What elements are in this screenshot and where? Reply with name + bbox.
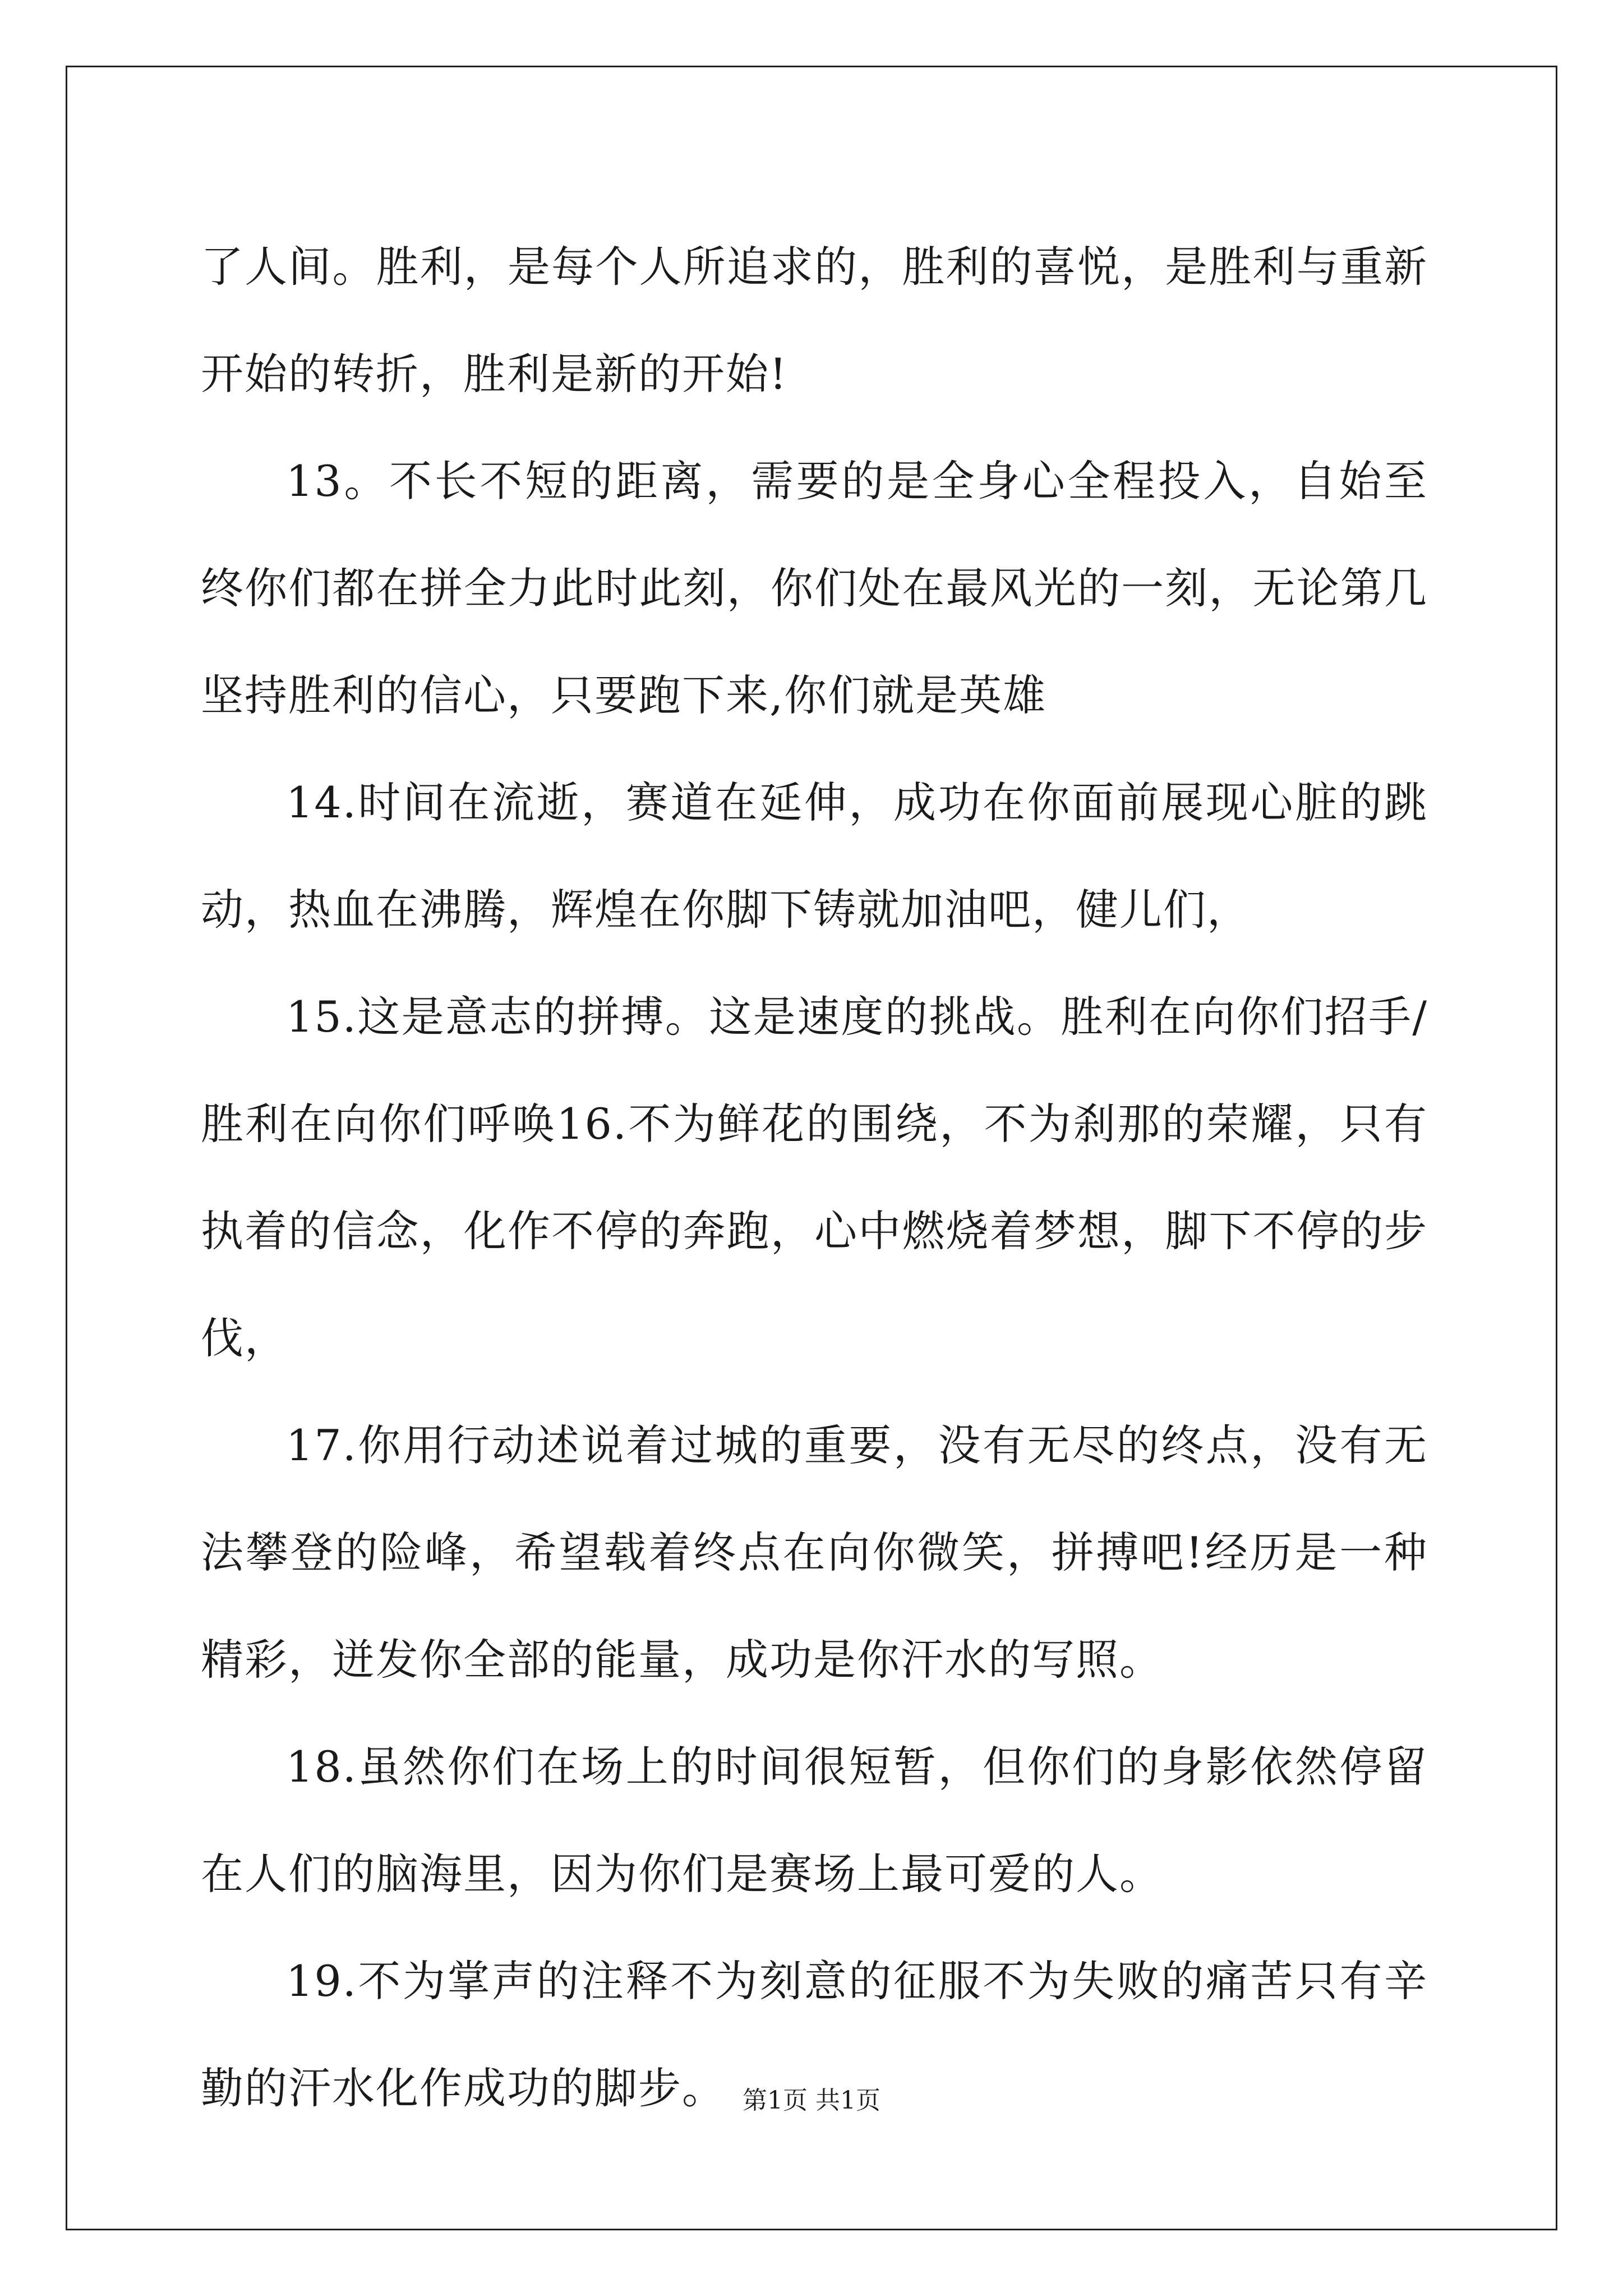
paragraph-13: 13。不长不短的距离，需要的是全身心全程投入，自始至终你们都在拼全力此时此刻，你们处在最风光的一刻，无论第几坚持胜利的信心，只要跑下来,你们就是英雄 [201,456,1428,720]
paragraph-18: 18.虽然你们在场上的时间很短暂，但你们的身影依然停留在人们的脑海里，因为你们是赛场上最可爱的人。 [201,1742,1428,1899]
paragraph-19: 19.不为掌声的注释不为刻意的征服不为失败的痛苦只有辛勤的汗水化作成功的脚步。 [201,1956,1428,2113]
paragraph-continuation: 了人间。胜利，是每个人所追求的，胜利的喜悦，是胜利与重新开始的转折，胜利是新的开始! [201,242,1428,399]
page-footer: 第1页 共1页 [743,2086,880,2115]
paragraph-14: 14.时间在流逝，赛道在延伸，成功在你面前展现心脏的跳动，热血在沸腾，辉煌在你脚下铸就加油吧，健儿们， [201,777,1428,935]
paragraph-17: 17.你用行动述说着过城的重要，没有无尽的终点，没有无法攀登的险峰，希望载着终点在向你微笑，拼搏吧!经历是一种精彩，迸发你全部的能量，成功是你汗水的写照。 [201,1420,1428,1685]
paragraph-15-16: 15.这是意志的拼搏。这是速度的挑战。胜利在向你们招手/胜利在向你们呼唤16.不为鲜花的围绕，不为刹那的荣耀，只有执着的信念，化作不停的奔跑，心中燃烧着梦想，脚下不停的步伐， [201,992,1428,1363]
document-body [201,213,1428,2142]
